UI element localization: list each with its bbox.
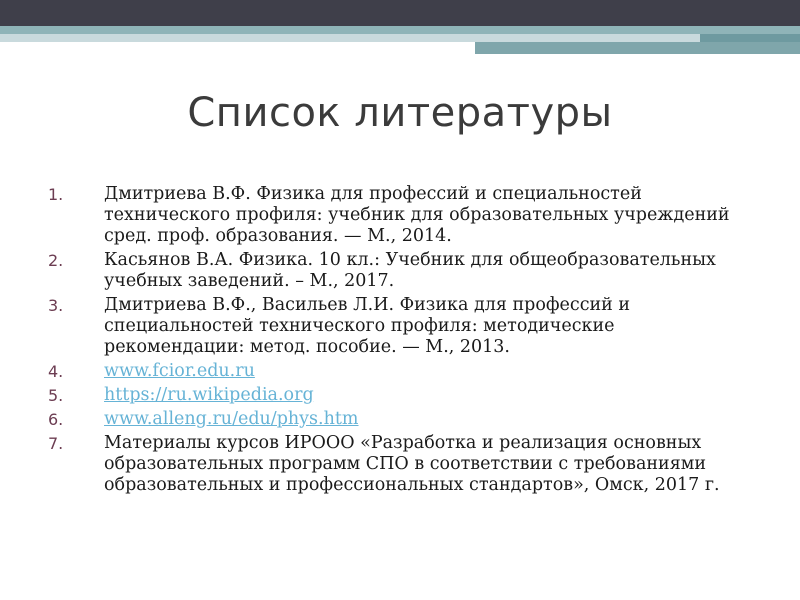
reference-item-4 bbox=[48, 361, 738, 382]
reference-text: Материалы курсов ИРООО «Разработка и реализация основных образовательных программ СПО в соответствии с требованиями образовательных и профессиональных стандартов», Омск, 2017 г. bbox=[104, 433, 720, 495]
reference-number: 7. bbox=[48, 434, 64, 453]
reference-text: Дмитриева В.Ф. Физика для профессий и специальностей технического профиля: учебник для образовательных учреждений сред. проф. образования. — М., 2014. bbox=[104, 184, 730, 246]
reference-item-6 bbox=[48, 409, 738, 430]
header-band-accent-right bbox=[700, 34, 800, 42]
reference-item-5 bbox=[48, 385, 738, 406]
reference-list bbox=[48, 184, 738, 499]
header-band-accent bbox=[475, 42, 800, 54]
reference-link-alleng[interactable]: www.alleng.ru/edu/phys.htm bbox=[104, 409, 359, 429]
reference-number: 1. bbox=[48, 185, 64, 204]
reference-item-2 bbox=[48, 250, 738, 292]
reference-item-1 bbox=[48, 184, 738, 247]
reference-number: 3. bbox=[48, 296, 64, 315]
header-band-teal bbox=[0, 26, 800, 34]
reference-link-wikipedia[interactable]: https://ru.wikipedia.org bbox=[104, 385, 314, 405]
reference-text: Касьянов В.А. Физика. 10 кл.: Учебник для общеобразовательных учебных заведений. – М., 2017. bbox=[104, 250, 716, 291]
reference-number: 2. bbox=[48, 251, 64, 270]
header-band-light bbox=[0, 34, 800, 42]
reference-link-fcior[interactable]: www.fcior.edu.ru bbox=[104, 361, 255, 381]
reference-number: 6. bbox=[48, 410, 64, 429]
reference-number: 5. bbox=[48, 386, 64, 405]
reference-item-3 bbox=[48, 295, 738, 358]
page-title: Список литературы bbox=[187, 90, 613, 136]
reference-number: 4. bbox=[48, 362, 64, 381]
header-band-dark bbox=[0, 0, 800, 26]
reference-item-7 bbox=[48, 433, 738, 496]
reference-text: Дмитриева В.Ф., Васильев Л.И. Физика для профессий и специальностей технического профиля: методические рекомендации: метод. пособие. — М., 2013. bbox=[104, 295, 631, 357]
